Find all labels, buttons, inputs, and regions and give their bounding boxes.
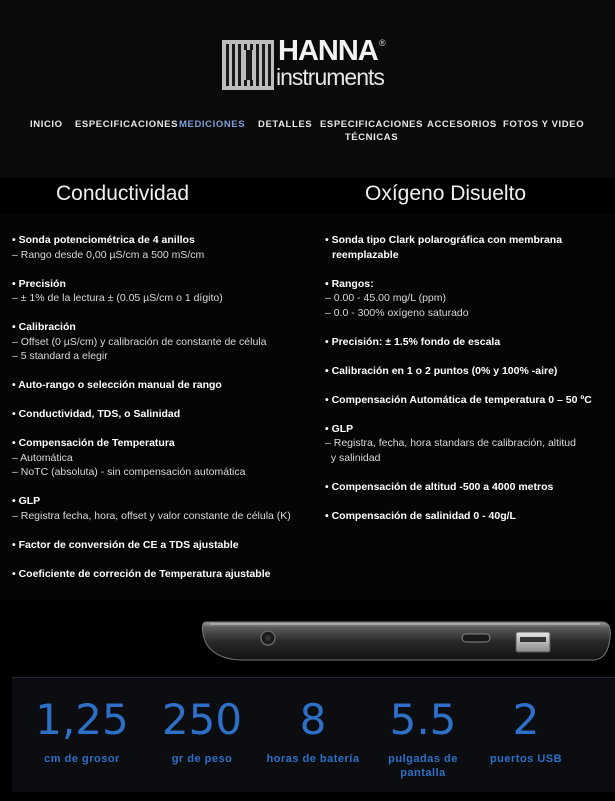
spec-title: • GLP	[12, 495, 41, 507]
spec-gap	[325, 494, 610, 509]
spec-gap	[325, 320, 610, 335]
spec-gap	[12, 306, 312, 321]
spec-detail: – 0.0 - 300% oxígeno saturado	[325, 306, 469, 319]
spec-gap	[12, 422, 312, 437]
meter-device-image	[200, 612, 615, 672]
spec-gap	[325, 262, 610, 277]
stat-value: 2	[512, 695, 540, 744]
stat-peso	[143, 695, 261, 766]
stat-grosor	[22, 695, 142, 766]
stat-usb	[482, 695, 570, 766]
logo-bars-icon	[222, 40, 274, 90]
stats-bar	[12, 677, 615, 792]
stat-bateria	[260, 695, 366, 766]
spec-title: • Precisión	[12, 277, 66, 290]
brand-subtitle: instruments	[276, 64, 384, 90]
nav-item-mediciones[interactable]: MEDICIONES	[179, 119, 246, 130]
spec-detail: – 5 standard a elegir	[12, 350, 108, 362]
spec-detail: – 0.00 - 45.00 mg/L (ppm)	[325, 292, 447, 304]
stat-value: 5.5	[389, 695, 457, 744]
spec-title: • Calibración en 1 o 2 puntos (0% y 100% -aire)	[325, 364, 558, 377]
nav-item-inicio[interactable]: INICIO	[30, 119, 63, 130]
section-title-oxigeno-disuelto: Oxígeno Disuelto	[365, 182, 527, 205]
spec-gap	[12, 364, 312, 379]
nav-item-fotos-y-video[interactable]: FOTOS Y VIDEO	[503, 119, 585, 130]
stat-label: puertos USB	[489, 753, 563, 765]
spec-gap	[325, 349, 610, 364]
spec-title: • Compensación de Temperatura	[12, 437, 175, 449]
spec-title: • Conductividad, TDS, o Salinidad	[12, 408, 181, 420]
specs-panel	[0, 214, 615, 600]
stat-label: pulgadas de pantalla	[388, 753, 458, 779]
spec-detail: – Registra, fecha, hora standars de calibración, altitud	[325, 437, 576, 449]
spec-title: • Rangos:	[325, 277, 374, 290]
spec-title: • Sonda potenciométrica de 4 anillos	[12, 234, 195, 246]
brand-registered-mark: ®	[379, 38, 386, 48]
header	[0, 0, 615, 178]
spec-detail: y salinidad	[325, 451, 381, 464]
spec-detail: – Rango desde 0,00 µS/cm a 500 mS/cm	[12, 248, 205, 261]
spec-title-cont: reemplazable	[332, 248, 399, 261]
spec-gap	[325, 407, 610, 422]
spec-title: • Sonda tipo Clark polarográfica con membrana	[325, 234, 563, 246]
spec-title: • GLP	[325, 422, 354, 435]
section-title-conductividad: Conductividad	[56, 182, 190, 205]
spec-title: • Factor de conversión de CE a TDS ajustable	[12, 538, 239, 551]
spec-title: • Compensación de altitud -500 a 4000 metros	[325, 480, 554, 493]
oxigeno-specs	[325, 233, 610, 523]
spec-title: • Compensación Automática de temperatura 0 – 50 ºC	[325, 393, 592, 406]
stat-value: 8	[299, 695, 327, 744]
spec-title: • Compensación de salinidad 0 - 40g/L	[325, 509, 516, 522]
spec-gap	[12, 552, 312, 567]
stat-pantalla	[378, 695, 468, 780]
hanna-logo[interactable]	[222, 35, 402, 94]
spec-detail: – Automática	[12, 451, 73, 464]
nav-item-detalles[interactable]: DETALLES	[258, 119, 313, 130]
spec-gap	[12, 480, 312, 495]
main-nav	[0, 118, 615, 148]
stat-label: horas de batería	[266, 753, 360, 765]
spec-title: • Precisión: ± 1.5% fondo de escala	[325, 335, 501, 348]
nav-item-especificaciones[interactable]: ESPECIFICACIONES	[75, 119, 179, 130]
spec-gap	[325, 465, 610, 480]
spec-gap	[325, 378, 610, 393]
spec-gap	[12, 523, 312, 538]
stat-label: cm de grosor	[44, 753, 120, 765]
conductividad-specs	[12, 233, 312, 581]
stat-label: gr de peso	[171, 753, 233, 765]
spec-gap	[12, 262, 312, 277]
stat-value: 1,25	[35, 695, 129, 744]
spec-detail: – Registra fecha, hora, offset y valor constante de célula (K)	[12, 509, 291, 522]
spec-title: • Auto-rango o selección manual de rango	[12, 379, 222, 391]
spec-gap	[12, 393, 312, 408]
spec-title: • Coeficiente de correción de Temperatura ajustable	[12, 567, 271, 580]
spec-detail: – ± 1% de la lectura ± (0.05 µS/cm o 1 dígito)	[12, 292, 223, 304]
spec-detail: – Offset (0 µS/cm) y calibración de constante de célula	[12, 335, 267, 348]
spec-title: • Calibración	[12, 321, 76, 333]
stat-value: 250	[161, 695, 243, 744]
brand-name: HANNA	[278, 35, 378, 67]
spec-detail: – NoTC (absoluta) - sin compensación automática	[12, 466, 246, 478]
nav-item-especificaciones-tecnicas[interactable]: ESPECIFICACIONES TÉCNICAS	[320, 119, 424, 143]
nav-item-accesorios[interactable]: ACCESORIOS	[427, 119, 497, 130]
